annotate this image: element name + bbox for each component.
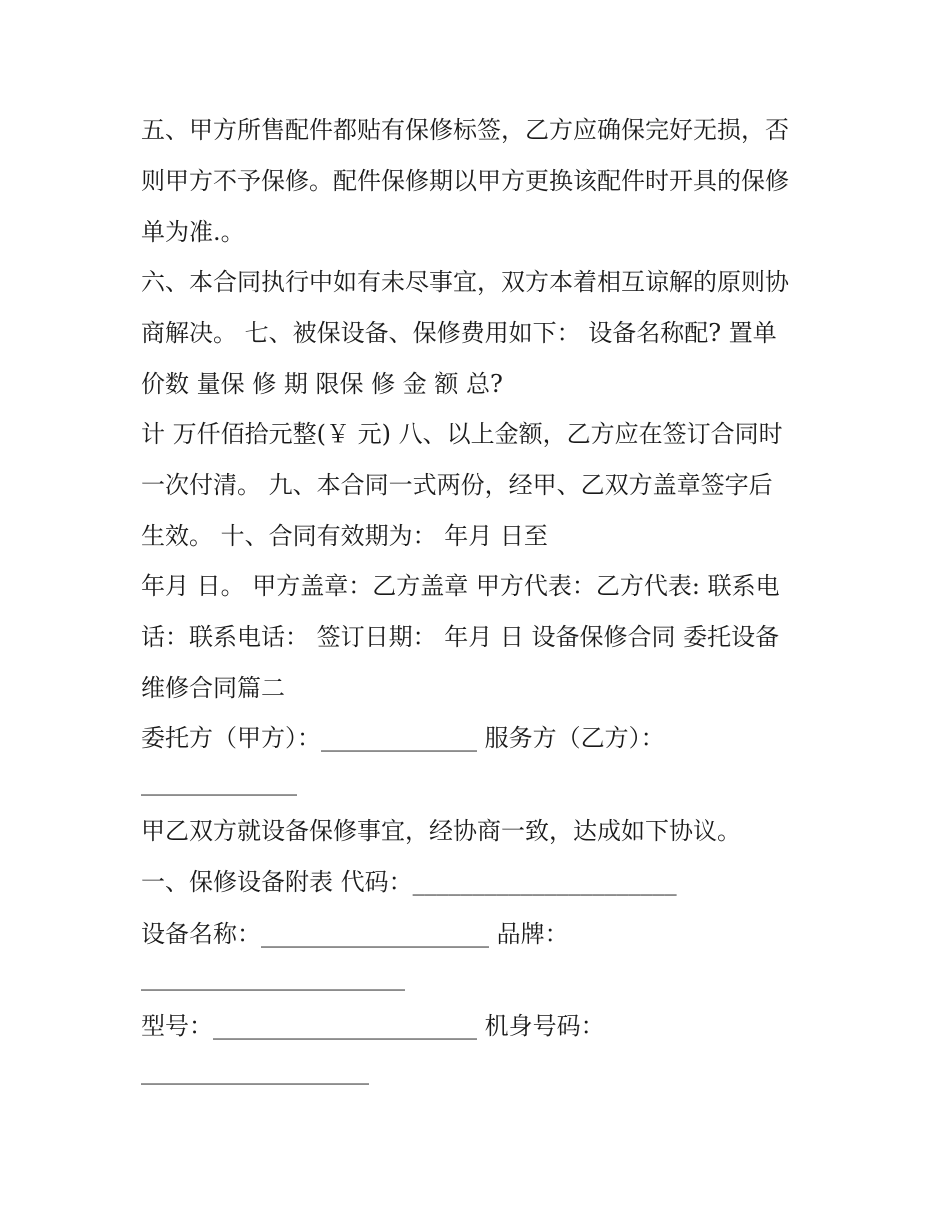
- blank-field-line: ___________________: [141, 1057, 369, 1085]
- text-line: 委托方（甲方）：_____________ 服务方（乙方）：: [141, 724, 665, 752]
- text-line: 则甲方不予保修。配件保修期以甲方更换该配件时开具的保修: [141, 167, 789, 195]
- text-line: 一次付清。 九、本合同一式两份，经甲、乙双方盖章签字后: [141, 471, 773, 499]
- text-line: 话：联系电话： 签订日期： 年月 日 设备保修合同 委托设备: [141, 623, 780, 651]
- text-line: 单为准.。: [141, 218, 245, 246]
- blank-field-line: _____________: [141, 768, 297, 796]
- text-line: 年月 日。 甲方盖章：乙方盖章 甲方代表：乙方代表: 联系电: [141, 572, 780, 600]
- text-line: 五、甲方所售配件都贴有保修标签，乙方应确保完好无损，否: [141, 116, 789, 144]
- text-line: 维修合同篇二: [141, 674, 285, 702]
- text-line: 设备名称：___________________ 品牌：: [141, 920, 569, 948]
- text-line: 生效。 十、合同有效期为： 年月 日至: [141, 522, 548, 550]
- text-line: 型号：______________________ 机身号码：: [141, 1012, 605, 1040]
- text-line: 甲乙双方就设备保修事宜，经协商一致，达成如下协议。: [141, 817, 741, 845]
- text-line: 一、保修设备附表 代码：______________________: [141, 868, 677, 896]
- text-line: 计 万仟佰拾元整(￥ 元) 八、以上金额，乙方应在签订合同时: [141, 420, 783, 448]
- text-line: 价数 量保 修 期 限保 修 金 额 总?: [141, 370, 503, 398]
- blank-field-line: ______________________: [141, 963, 405, 991]
- text-line: 六、本合同执行中如有未尽事宜，双方本着相互谅解的原则协: [141, 268, 789, 296]
- text-line: 商解决。 七、被保设备、保修费用如下： 设备名称配? 置单: [141, 319, 777, 347]
